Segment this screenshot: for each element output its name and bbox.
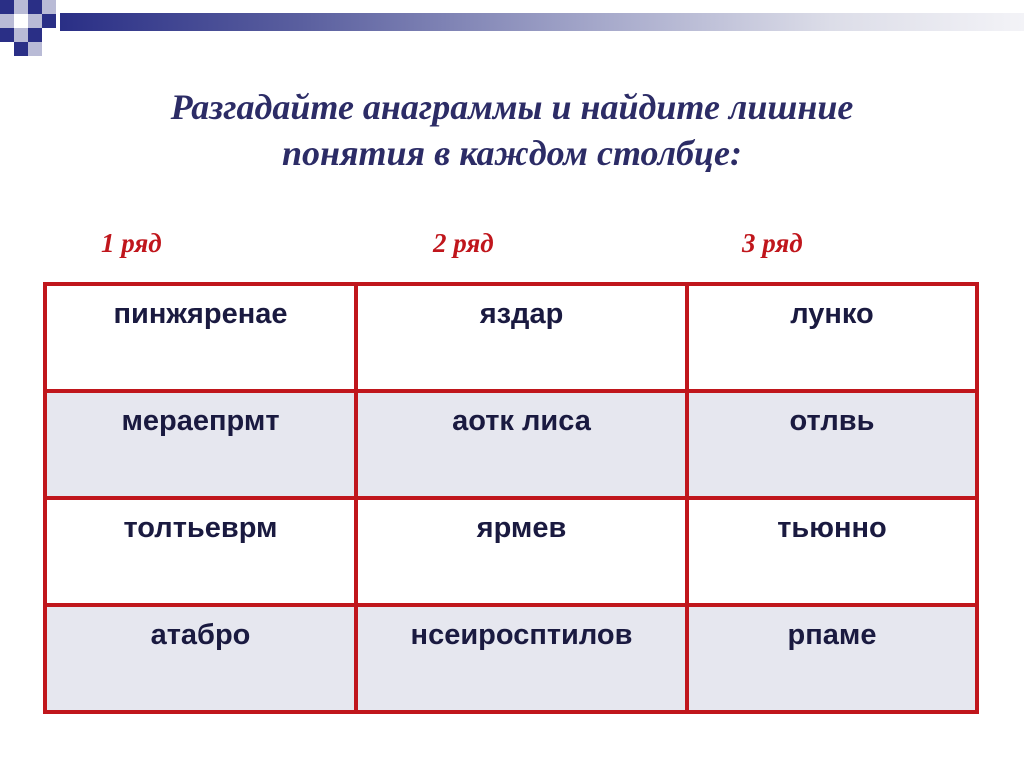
table-cell: аотк лиса bbox=[356, 391, 687, 498]
header-gradient-bar bbox=[60, 13, 1024, 31]
decor-square bbox=[28, 14, 42, 28]
column-label-3: 3 ряд bbox=[742, 228, 803, 258]
table-cell: тьюнно bbox=[687, 498, 977, 605]
decor-square bbox=[28, 42, 42, 56]
decor-square bbox=[28, 28, 42, 42]
table-cell: нсеиросптилов bbox=[356, 605, 687, 712]
table-row bbox=[45, 605, 977, 712]
table-cell: яздар bbox=[356, 284, 687, 391]
decor-square bbox=[28, 0, 42, 14]
title-line-2: понятия в каждом столбце: bbox=[281, 133, 743, 173]
anagram-table bbox=[43, 282, 979, 714]
column-label-1: 1 ряд bbox=[101, 228, 162, 258]
page-title bbox=[0, 84, 1024, 176]
table-row bbox=[45, 498, 977, 605]
decor-square bbox=[14, 28, 28, 42]
decor-square bbox=[42, 0, 56, 14]
decor-square bbox=[42, 14, 56, 28]
table-cell: мераепрмт bbox=[45, 391, 356, 498]
table-row bbox=[45, 391, 977, 498]
table-cell: ярмев bbox=[356, 498, 687, 605]
decor-square bbox=[0, 28, 14, 42]
title-line-1: Разгадайте анаграммы и найдите лишние bbox=[170, 87, 854, 127]
decor-square bbox=[0, 0, 14, 14]
table-row bbox=[45, 284, 977, 391]
decor-square bbox=[14, 14, 28, 28]
table-cell: рпаме bbox=[687, 605, 977, 712]
table-cell: лунко bbox=[687, 284, 977, 391]
column-label-2: 2 ряд bbox=[433, 228, 494, 258]
table-cell: пинжяренае bbox=[45, 284, 356, 391]
table-cell: атабро bbox=[45, 605, 356, 712]
decor-square bbox=[14, 42, 28, 56]
table-cell: толтьеврм bbox=[45, 498, 356, 605]
decor-square bbox=[0, 14, 14, 28]
table-cell: отлвь bbox=[687, 391, 977, 498]
decorative-header-band bbox=[0, 0, 1024, 60]
decor-square bbox=[14, 0, 28, 14]
